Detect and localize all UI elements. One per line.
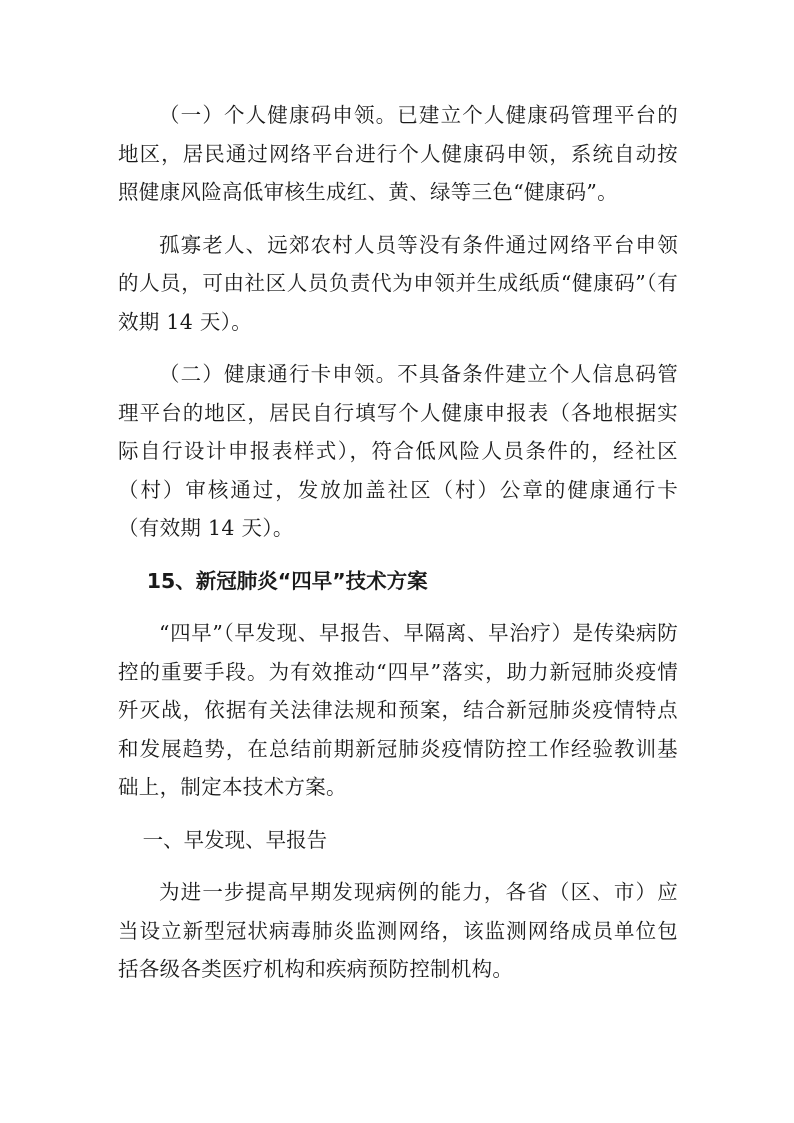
- paragraph-health-code-application: （一）个人健康码申领。已建立个人健康码管理平台的地区，居民通过网络平台进行个人健康码申领，系统自动按照健康风险高低审核生成红、黄、绿等三色“健康码”。: [118, 103, 678, 204]
- paragraph-health-pass-card: （二）健康通行卡申领。不具备条件建立个人信息码管理平台的地区，居民自行填写个人健康申报表（各地根据实际自行设计申报表样式），符合低风险人员条件的，经社区（村）审核通过，发放加盖社区（村）公章的健康通行卡（有效期 14 天）。: [118, 362, 678, 540]
- paragraph-four-early-intro: “四早”（早发现、早报告、早隔离、早治疗）是传染病防控的重要手段。为有效推动“四早”落实，助力新冠肺炎疫情歼灭战，依据有关法律法规和预案，结合新冠肺炎疫情特点和发展趋势，在总结前期新冠肺炎疫情防控工作经验教训基础上，制定本技术方案。: [118, 621, 678, 799]
- paragraph-monitoring-network: 为进一步提高早期发现病例的能力，各省（区、市）应当设立新型冠状病毒肺炎监测网络，该监测网络成员单位包括各级各类医疗机构和疾病预防控制机构。: [118, 880, 678, 981]
- paragraph-elderly-paper-code: 孤寡老人、远郊农村人员等没有条件通过网络平台申领的人员，可由社区人员负责代为申领并生成纸质“健康码”（有效期 14 天）。: [118, 232, 678, 334]
- section-heading: 15、新冠肺炎“四早”技术方案: [146, 568, 428, 593]
- document-page: [118, 96, 678, 1003]
- subheading-early-detection: 一、早发现、早报告: [142, 827, 328, 852]
